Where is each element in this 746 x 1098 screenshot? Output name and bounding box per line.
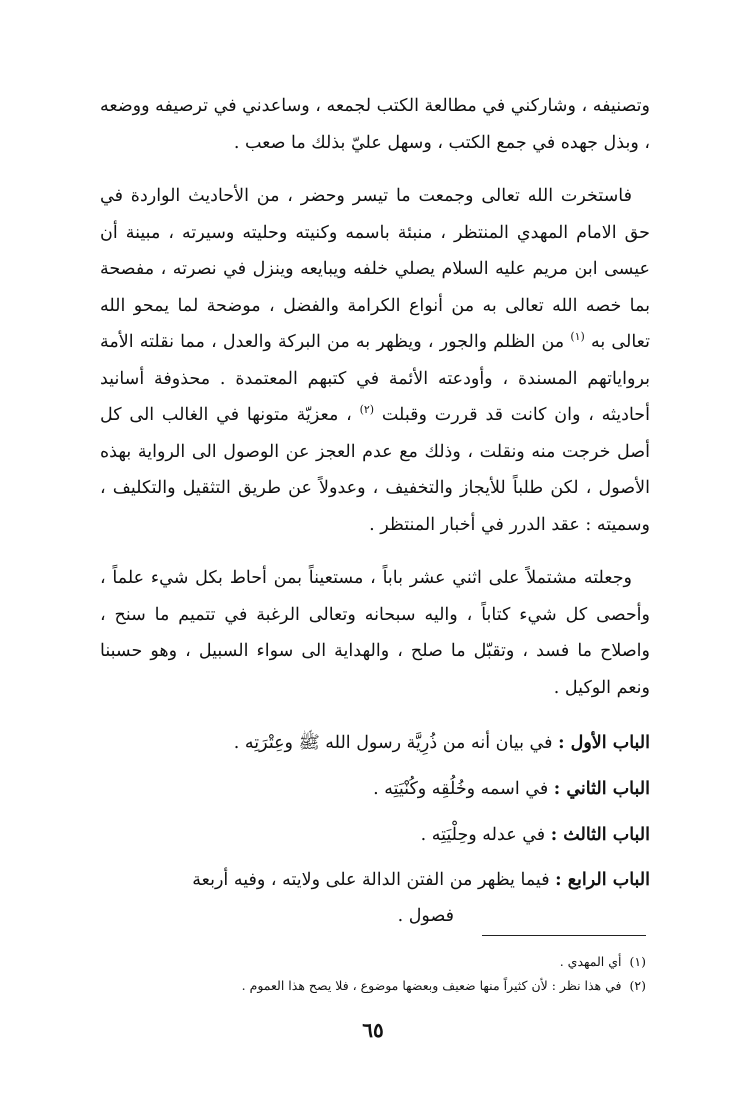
chapter-item-2 [100,766,650,812]
page-body [100,88,650,934]
chapter-item-3 [100,812,650,858]
footnote-ref-2[interactable]: (٢) [359,403,375,417]
footnotes [120,950,646,998]
paragraph-structure [100,560,650,706]
chapter-title: في اسمه وخُلُقِه وكُنْيَتِه . [373,779,549,799]
chapter-title: في بيان أنه من ذُرِيَّة رسول الله ﷺ وعِتْرَتِه . [233,733,553,753]
footnote-2 [120,974,646,998]
footnote-number: (٢) [629,978,646,993]
chapter-title: في عدله وحِلْيَتِه . [420,825,546,845]
chapter-title-continuation: فصول . [397,906,454,926]
paragraph-text: وجعلته مشتملاً على اثني عشر باباً ، مستعيناً بمن أحاط بكل شيء علماً ، وأحصى كل شيء كتاباً ، واليه سبحانه وتعالى الرغبة في تتميم ما سنح ، واصلاح ما فسد ، وتقبّل ما صلح ، والهداية الى سواء السبيل ، وهو حسبنا ونعم الوكيل . [100,568,650,698]
paragraph-collection [100,178,650,543]
footnote-text: أي المهدي . [559,954,622,969]
chapter-item-4 [100,862,650,934]
footnote-number: (١) [629,954,646,969]
paragraph-text-part3: ، معزيّة متونها في الغالب الى كل أصل خرجت منه ونقلت ، وذلك مع عدم العجز عن الوصول الى الرواية بهذه الأصول ، لكن طلباً للأيجاز والتخفيف ، وعدولاً عن طريق التثقيل والتكليف ، وسميته : عقد الدرر في أخبار المنتظر . [100,405,650,535]
page-number: ٦٥ [362,1018,384,1042]
chapter-label: الباب الأول : [558,733,650,753]
chapter-label: الباب الرابع : [555,870,650,890]
paragraph-text: وتصنيفه ، وشاركني في مطالعة الكتب لجمعه ، وساعدني في ترصيفه ووضعه ، وبذل جهده في جمع الكتب ، وسهل عليّ بذلك ما صعب . [100,96,650,153]
footnote-text: في هذا نظر : لأن كثيراً منها ضعيف وبعضها موضوع ، فلا يصح هذا العموم . [241,978,622,993]
chapter-item-1 [100,720,650,766]
paragraph-intro-continuation [100,88,650,161]
paragraph-text-part2: من الظلم والجور ، ويظهر به من البركة والعدل ، مما نقلته الأمة برواياتهم المسندة ، وأودعته الأئمة في كتبهم المعتمدة . محذوفة أسانيد أحاديثه ، وان كانت قد قررت وقبلت [100,332,650,425]
footnote-separator [482,935,646,936]
chapter-list [100,720,650,934]
chapter-label: الباب الثالث : [550,825,650,845]
footnote-1 [120,950,646,974]
footnote-ref-1[interactable]: (١) [570,330,585,344]
chapter-title: فيما يظهر من الفتن الدالة على ولايته ، وفيه أربعة [192,870,550,890]
paragraph-text-part1: فاستخرت الله تعالى وجمعت ما تيسر وحضر ، من الأحاديث الواردة في حق الامام المهدي المنتظر ، منبئة باسمه وكنيته وحليته وسيرته ، مبينة أن عيسى ابن مريم عليه السلام يصلي خلفه ويبايعه وينزل في نصرته ، مفصحة بما خصه الله تعالى به من أنواع الكرامة والفضل ، موضحة لما يمحو الله تعالى به [100,186,650,352]
chapter-label: الباب الثاني : [553,779,650,799]
